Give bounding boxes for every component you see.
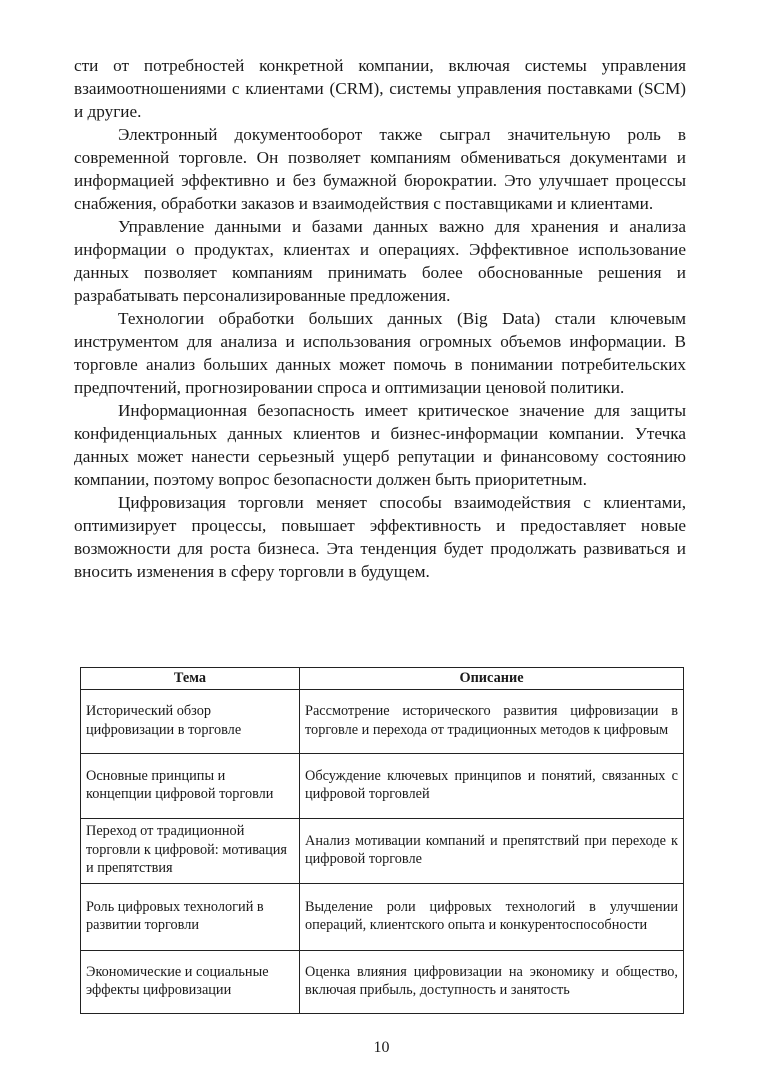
- description-cell: Рассмотрение исторического развития цифровизации в торговле и перехода от традиционных методов к цифровым: [300, 689, 684, 753]
- paragraph-crm-scm: сти от потребностей конкретной компании, включая системы управления взаимоотношениями с клиентами (CRM), системы управления поставками (SCM) и другие.: [74, 56, 686, 121]
- topics-table: [80, 667, 684, 1014]
- description-cell: Обсуждение ключевых принципов и понятий, связанных с цифровой торговлей: [300, 753, 684, 818]
- paragraph-data-management: Управление данными и базами данных важно для хранения и анализа информации о продуктах, клиентах и операциях. Эффективное использование данных позволяет компаниям принимать более обоснованные решения и разрабатывать персонализированные предложения.: [74, 217, 686, 305]
- table-row: [81, 689, 684, 753]
- table-row: [81, 818, 684, 883]
- paragraph-digitalization: Цифровизация торговли меняет способы взаимодействия с клиентами, оптимизирует процессы, повышает эффективность и предоставляет новые возможности для роста бизнеса. Эта тенденция будет продолжать развиваться и вносить изменения в сферу торговли в будущем.: [74, 493, 686, 581]
- table-header-row: [81, 668, 684, 690]
- column-header-description: Описание: [300, 668, 684, 690]
- column-header-topic: Тема: [81, 668, 300, 690]
- topic-cell: Исторический обзор цифровизации в торговле: [81, 689, 300, 753]
- description-cell: Оценка влияния цифровизации на экономику и общество, включая прибыль, доступность и занятость: [300, 950, 684, 1013]
- description-cell: Выделение роли цифровых технологий в улучшении операций, клиентского опыта и конкурентоспособности: [300, 883, 684, 950]
- page-body: [74, 54, 686, 583]
- table-row: [81, 950, 684, 1013]
- paragraph-security: Информационная безопасность имеет критическое значение для защиты конфиденциальных данных клиентов и бизнес-информации компании. Утечка данных может нанести серьезный ущерб репутации и финансовому состоянию компании, поэтому вопрос безопасности должен быть приоритетным.: [74, 401, 686, 489]
- paragraph-edi: Электронный документооборот также сыграл значительную роль в современной торговле. Он позволяет компаниям обмениваться документами и информацией эффективно и без бумажной бюрократии. Это улучшает процессы снабжения, обработки заказов и взаимодействия с поставщиками и клиентами.: [74, 125, 686, 213]
- topic-cell: Экономические и социальные эффекты цифровизации: [81, 950, 300, 1013]
- page-number: 10: [373, 1039, 390, 1056]
- topic-cell: Роль цифровых технологий в развитии торговли: [81, 883, 300, 950]
- paragraph-big-data: Технологии обработки больших данных (Big Data) стали ключевым инструментом для анализа и использования огромных объемов информации. В торговле анализ больших данных может помочь в понимании потребительских предпочтений, прогнозировании спроса и оптимизации ценовой политики.: [74, 309, 686, 397]
- topic-cell: Переход от традиционной торговли к цифровой: мотивация и препятствия: [81, 818, 300, 883]
- description-cell: Анализ мотивации компаний и препятствий при переходе к цифровой торговле: [300, 818, 684, 883]
- table-row: [81, 753, 684, 818]
- topic-cell: Основные принципы и концепции цифровой торговли: [81, 753, 300, 818]
- table-row: [81, 883, 684, 950]
